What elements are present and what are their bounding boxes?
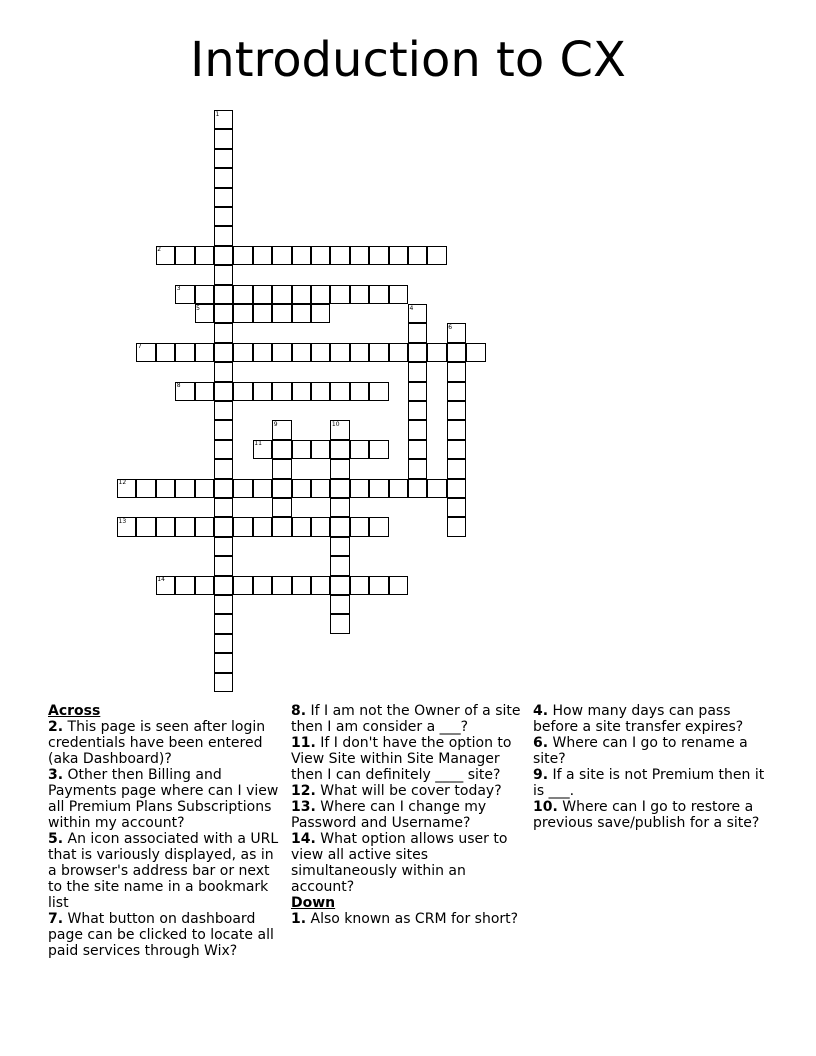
grid-cell[interactable] bbox=[233, 304, 252, 323]
grid-cell[interactable] bbox=[350, 285, 369, 304]
grid-cell[interactable] bbox=[214, 188, 233, 207]
clues-column-2 bbox=[291, 703, 523, 927]
grid-cell[interactable] bbox=[350, 517, 369, 536]
grid-cell[interactable] bbox=[350, 576, 369, 595]
grid-cell[interactable] bbox=[195, 382, 214, 401]
grid-cell[interactable] bbox=[369, 343, 388, 362]
grid-cell[interactable] bbox=[214, 653, 233, 672]
grid-cell[interactable] bbox=[214, 401, 233, 420]
grid-cell[interactable] bbox=[369, 382, 388, 401]
grid-cell[interactable] bbox=[195, 285, 214, 304]
grid-cell[interactable] bbox=[408, 382, 427, 401]
cell-number: 8 bbox=[176, 382, 181, 390]
grid-cell[interactable] bbox=[214, 382, 233, 401]
cell-number: 12 bbox=[118, 479, 127, 487]
grid-cell[interactable] bbox=[214, 304, 233, 323]
grid-cell[interactable] bbox=[175, 479, 194, 498]
grid-cell[interactable] bbox=[272, 517, 291, 536]
clue-text: What button on dashboard page can be clicked to locate all paid services through Wix? bbox=[48, 911, 274, 959]
grid-cell[interactable] bbox=[330, 537, 349, 556]
grid-cell[interactable] bbox=[233, 246, 252, 265]
grid-cell[interactable] bbox=[330, 576, 349, 595]
grid-cell[interactable] bbox=[447, 382, 466, 401]
grid-cell[interactable] bbox=[272, 440, 291, 459]
grid-cell[interactable] bbox=[369, 576, 388, 595]
grid-cell[interactable] bbox=[233, 285, 252, 304]
grid-cell[interactable] bbox=[272, 459, 291, 478]
grid-cell[interactable] bbox=[447, 401, 466, 420]
clue-text: An icon associated with a URL that is variously displayed, as in a browser's address bar or next to the site name in a bookmark list bbox=[48, 831, 279, 911]
grid-cell[interactable] bbox=[369, 479, 388, 498]
grid-cell[interactable] bbox=[253, 285, 272, 304]
grid-cell[interactable] bbox=[311, 343, 330, 362]
grid-cell[interactable] bbox=[214, 168, 233, 187]
grid-cell[interactable] bbox=[175, 517, 194, 536]
clue-number: 8. bbox=[291, 703, 307, 719]
clue-number: 6. bbox=[533, 735, 549, 751]
clue-down-6 bbox=[533, 735, 773, 767]
clue-across-13 bbox=[291, 799, 523, 831]
grid-cell[interactable] bbox=[214, 634, 233, 653]
cell-number: 6 bbox=[448, 323, 453, 331]
grid-cell[interactable] bbox=[253, 517, 272, 536]
cell-number: 2 bbox=[157, 246, 162, 254]
grid-cell[interactable] bbox=[311, 304, 330, 323]
grid-cell[interactable] bbox=[427, 479, 446, 498]
clue-text: How many days can pass before a site transfer expires? bbox=[533, 703, 744, 735]
grid-cell[interactable] bbox=[175, 576, 194, 595]
grid-cell[interactable] bbox=[233, 343, 252, 362]
grid-cell[interactable] bbox=[311, 440, 330, 459]
clue-text: What option allows user to view all active sites simultaneously within an account? bbox=[291, 831, 508, 895]
grid-cell[interactable] bbox=[292, 382, 311, 401]
grid-cell[interactable] bbox=[427, 246, 446, 265]
grid-cell[interactable] bbox=[292, 576, 311, 595]
grid-cell[interactable] bbox=[214, 614, 233, 633]
grid-cell[interactable] bbox=[233, 576, 252, 595]
grid-cell[interactable] bbox=[408, 323, 427, 342]
grid-cell[interactable] bbox=[408, 401, 427, 420]
grid-cell[interactable] bbox=[330, 479, 349, 498]
grid-cell[interactable] bbox=[330, 285, 349, 304]
grid-cell[interactable] bbox=[253, 382, 272, 401]
grid-cell[interactable] bbox=[408, 440, 427, 459]
clue-text: If I am not the Owner of a site then I am consider a ___? bbox=[291, 703, 521, 735]
cell-number: 1 bbox=[215, 110, 220, 118]
grid-cell[interactable] bbox=[447, 459, 466, 478]
grid-cell[interactable] bbox=[233, 479, 252, 498]
clue-across-3 bbox=[48, 767, 284, 831]
grid-cell[interactable] bbox=[195, 246, 214, 265]
grid-cell[interactable] bbox=[195, 479, 214, 498]
clue-text: If a site is not Premium then it is ___. bbox=[533, 767, 765, 799]
grid-cell[interactable] bbox=[214, 265, 233, 284]
down-heading: Down bbox=[291, 895, 336, 911]
grid-cell[interactable] bbox=[427, 343, 446, 362]
grid-cell[interactable] bbox=[330, 382, 349, 401]
grid-cell[interactable] bbox=[408, 479, 427, 498]
grid-cell[interactable] bbox=[447, 343, 466, 362]
clue-text: This page is seen after login credentials have been entered (aka Dashboard)? bbox=[48, 719, 266, 767]
clue-down-4 bbox=[533, 703, 773, 735]
grid-cell[interactable] bbox=[214, 673, 233, 692]
cell-number: 13 bbox=[118, 517, 127, 525]
grid-cell[interactable] bbox=[214, 556, 233, 575]
grid-cell[interactable] bbox=[253, 479, 272, 498]
clue-text: If I don't have the option to View Site within Site Manager then I can definitely ____ site? bbox=[291, 735, 512, 783]
grid-cell[interactable] bbox=[292, 304, 311, 323]
grid-cell[interactable] bbox=[311, 382, 330, 401]
cell-number: 5 bbox=[196, 304, 200, 312]
grid-cell[interactable] bbox=[214, 343, 233, 362]
clue-text: Where can I change my Password and Username? bbox=[291, 799, 487, 831]
grid-cell[interactable] bbox=[447, 420, 466, 439]
grid-cell[interactable] bbox=[369, 517, 388, 536]
grid-cell[interactable] bbox=[389, 285, 408, 304]
clue-text: Where can I go to restore a previous save/publish for a site? bbox=[533, 799, 760, 831]
cell-number: 4 bbox=[409, 304, 414, 312]
grid-cell[interactable] bbox=[389, 479, 408, 498]
clues-column-1 bbox=[48, 703, 284, 959]
clue-number: 5. bbox=[48, 831, 64, 847]
grid-cell[interactable] bbox=[330, 459, 349, 478]
grid-cell[interactable] bbox=[369, 440, 388, 459]
grid-cell[interactable] bbox=[330, 556, 349, 575]
grid-cell[interactable] bbox=[466, 343, 485, 362]
grid-cell[interactable] bbox=[311, 576, 330, 595]
clue-number: 12. bbox=[291, 783, 316, 799]
grid-cell[interactable] bbox=[156, 479, 175, 498]
grid-cell[interactable] bbox=[311, 479, 330, 498]
clue-text: What will be cover today? bbox=[320, 783, 502, 799]
grid-cell[interactable] bbox=[195, 343, 214, 362]
grid-cell[interactable] bbox=[292, 285, 311, 304]
grid-cell[interactable] bbox=[136, 479, 155, 498]
clue-across-2 bbox=[48, 719, 284, 767]
grid-cell[interactable] bbox=[389, 576, 408, 595]
grid-cell[interactable] bbox=[311, 246, 330, 265]
grid-cell[interactable] bbox=[389, 246, 408, 265]
grid-cell[interactable] bbox=[253, 304, 272, 323]
grid-cell[interactable] bbox=[408, 420, 427, 439]
grid-cell[interactable] bbox=[214, 362, 233, 381]
grid-cell[interactable] bbox=[292, 343, 311, 362]
cell-number: 9 bbox=[273, 420, 278, 428]
grid-cell[interactable] bbox=[447, 362, 466, 381]
clue-number: 3. bbox=[48, 767, 64, 783]
grid-cell[interactable] bbox=[447, 440, 466, 459]
grid-cell[interactable] bbox=[311, 285, 330, 304]
grid-cell[interactable] bbox=[272, 304, 291, 323]
grid-cell[interactable] bbox=[350, 440, 369, 459]
grid-cell[interactable] bbox=[233, 382, 252, 401]
grid-cell[interactable] bbox=[330, 498, 349, 517]
grid-cell[interactable] bbox=[214, 517, 233, 536]
grid-cell[interactable] bbox=[272, 343, 291, 362]
grid-cell[interactable] bbox=[350, 246, 369, 265]
grid-cell[interactable] bbox=[214, 498, 233, 517]
grid-cell[interactable] bbox=[136, 517, 155, 536]
cell-number: 10 bbox=[331, 420, 340, 428]
grid-cell[interactable] bbox=[311, 517, 330, 536]
cell-number: 11 bbox=[254, 440, 262, 448]
grid-cell[interactable] bbox=[330, 614, 349, 633]
clue-number: 14. bbox=[291, 831, 316, 847]
clue-across-5 bbox=[48, 831, 284, 911]
grid-cell[interactable] bbox=[292, 517, 311, 536]
clue-number: 1. bbox=[291, 911, 307, 927]
grid-cell[interactable] bbox=[408, 343, 427, 362]
grid-cell[interactable] bbox=[330, 595, 349, 614]
grid-cell[interactable] bbox=[214, 459, 233, 478]
grid-cell[interactable] bbox=[195, 576, 214, 595]
clue-across-7 bbox=[48, 911, 284, 959]
clue-down-10 bbox=[533, 799, 773, 831]
grid-cell[interactable] bbox=[350, 343, 369, 362]
grid-cell[interactable] bbox=[389, 343, 408, 362]
clue-number: 11. bbox=[291, 735, 316, 751]
grid-cell[interactable] bbox=[214, 595, 233, 614]
clue-number: 2. bbox=[48, 719, 64, 735]
clue-text: Where can I go to rename a site? bbox=[533, 735, 748, 767]
grid-cell[interactable] bbox=[330, 246, 349, 265]
clue-text: Also known as CRM for short? bbox=[310, 911, 519, 927]
grid-cell[interactable] bbox=[292, 440, 311, 459]
grid-cell[interactable] bbox=[233, 517, 252, 536]
grid-cell[interactable] bbox=[214, 129, 233, 148]
grid-cell[interactable] bbox=[272, 246, 291, 265]
grid-cell[interactable] bbox=[175, 343, 194, 362]
grid-cell[interactable] bbox=[214, 246, 233, 265]
grid-cell[interactable] bbox=[272, 479, 291, 498]
grid-cell[interactable] bbox=[292, 246, 311, 265]
grid-cell[interactable] bbox=[292, 479, 311, 498]
cell-number: 14 bbox=[157, 576, 165, 584]
clue-number: 13. bbox=[291, 799, 316, 815]
grid-cell[interactable] bbox=[369, 246, 388, 265]
grid-cell[interactable] bbox=[447, 498, 466, 517]
clue-number: 9. bbox=[533, 767, 549, 783]
clue-down-9 bbox=[533, 767, 773, 799]
clue-across-14 bbox=[291, 831, 523, 895]
grid-cell[interactable] bbox=[156, 343, 175, 362]
grid-cell[interactable] bbox=[214, 149, 233, 168]
grid-cell[interactable] bbox=[408, 459, 427, 478]
grid-cell[interactable] bbox=[408, 246, 427, 265]
clue-number: 4. bbox=[533, 703, 549, 719]
grid-cell[interactable] bbox=[272, 498, 291, 517]
grid-cell[interactable] bbox=[447, 517, 466, 536]
grid-cell[interactable] bbox=[408, 362, 427, 381]
grid-cell[interactable] bbox=[253, 576, 272, 595]
grid-cell[interactable] bbox=[214, 323, 233, 342]
across-heading: Across bbox=[48, 703, 101, 719]
grid-cell[interactable] bbox=[447, 479, 466, 498]
clue-across-12 bbox=[291, 783, 523, 799]
grid-cell[interactable] bbox=[253, 246, 272, 265]
grid-cell[interactable] bbox=[214, 440, 233, 459]
clue-number: 7. bbox=[48, 911, 64, 927]
grid-cell[interactable] bbox=[350, 479, 369, 498]
grid-cell[interactable] bbox=[214, 576, 233, 595]
grid-cell[interactable] bbox=[330, 343, 349, 362]
grid-cell[interactable] bbox=[156, 517, 175, 536]
page-title: Introduction to CX bbox=[190, 32, 626, 88]
grid-cell[interactable] bbox=[330, 517, 349, 536]
grid-cell[interactable] bbox=[195, 517, 214, 536]
grid-cell[interactable] bbox=[272, 382, 291, 401]
grid-cell[interactable] bbox=[272, 576, 291, 595]
clue-down-1 bbox=[291, 911, 523, 927]
grid-cell[interactable] bbox=[214, 479, 233, 498]
clue-across-11 bbox=[291, 735, 523, 783]
cell-number: 7 bbox=[137, 343, 142, 351]
grid-cell[interactable] bbox=[330, 440, 349, 459]
grid-cell[interactable] bbox=[214, 420, 233, 439]
clues-column-3 bbox=[533, 703, 773, 831]
grid-cell[interactable] bbox=[369, 285, 388, 304]
cell-number: 3 bbox=[176, 285, 181, 293]
grid-cell[interactable] bbox=[272, 285, 291, 304]
clue-text: Other then Billing and Payments page where can I view all Premium Plans Subscriptions within my account? bbox=[48, 767, 279, 831]
grid-cell[interactable] bbox=[253, 343, 272, 362]
grid-cell[interactable] bbox=[175, 246, 194, 265]
grid-cell[interactable] bbox=[214, 207, 233, 226]
grid-cell[interactable] bbox=[350, 382, 369, 401]
grid-cell[interactable] bbox=[214, 226, 233, 245]
grid-cell[interactable] bbox=[214, 285, 233, 304]
grid-cell[interactable] bbox=[214, 537, 233, 556]
clue-across-8 bbox=[291, 703, 523, 735]
clue-number: 10. bbox=[533, 799, 558, 815]
